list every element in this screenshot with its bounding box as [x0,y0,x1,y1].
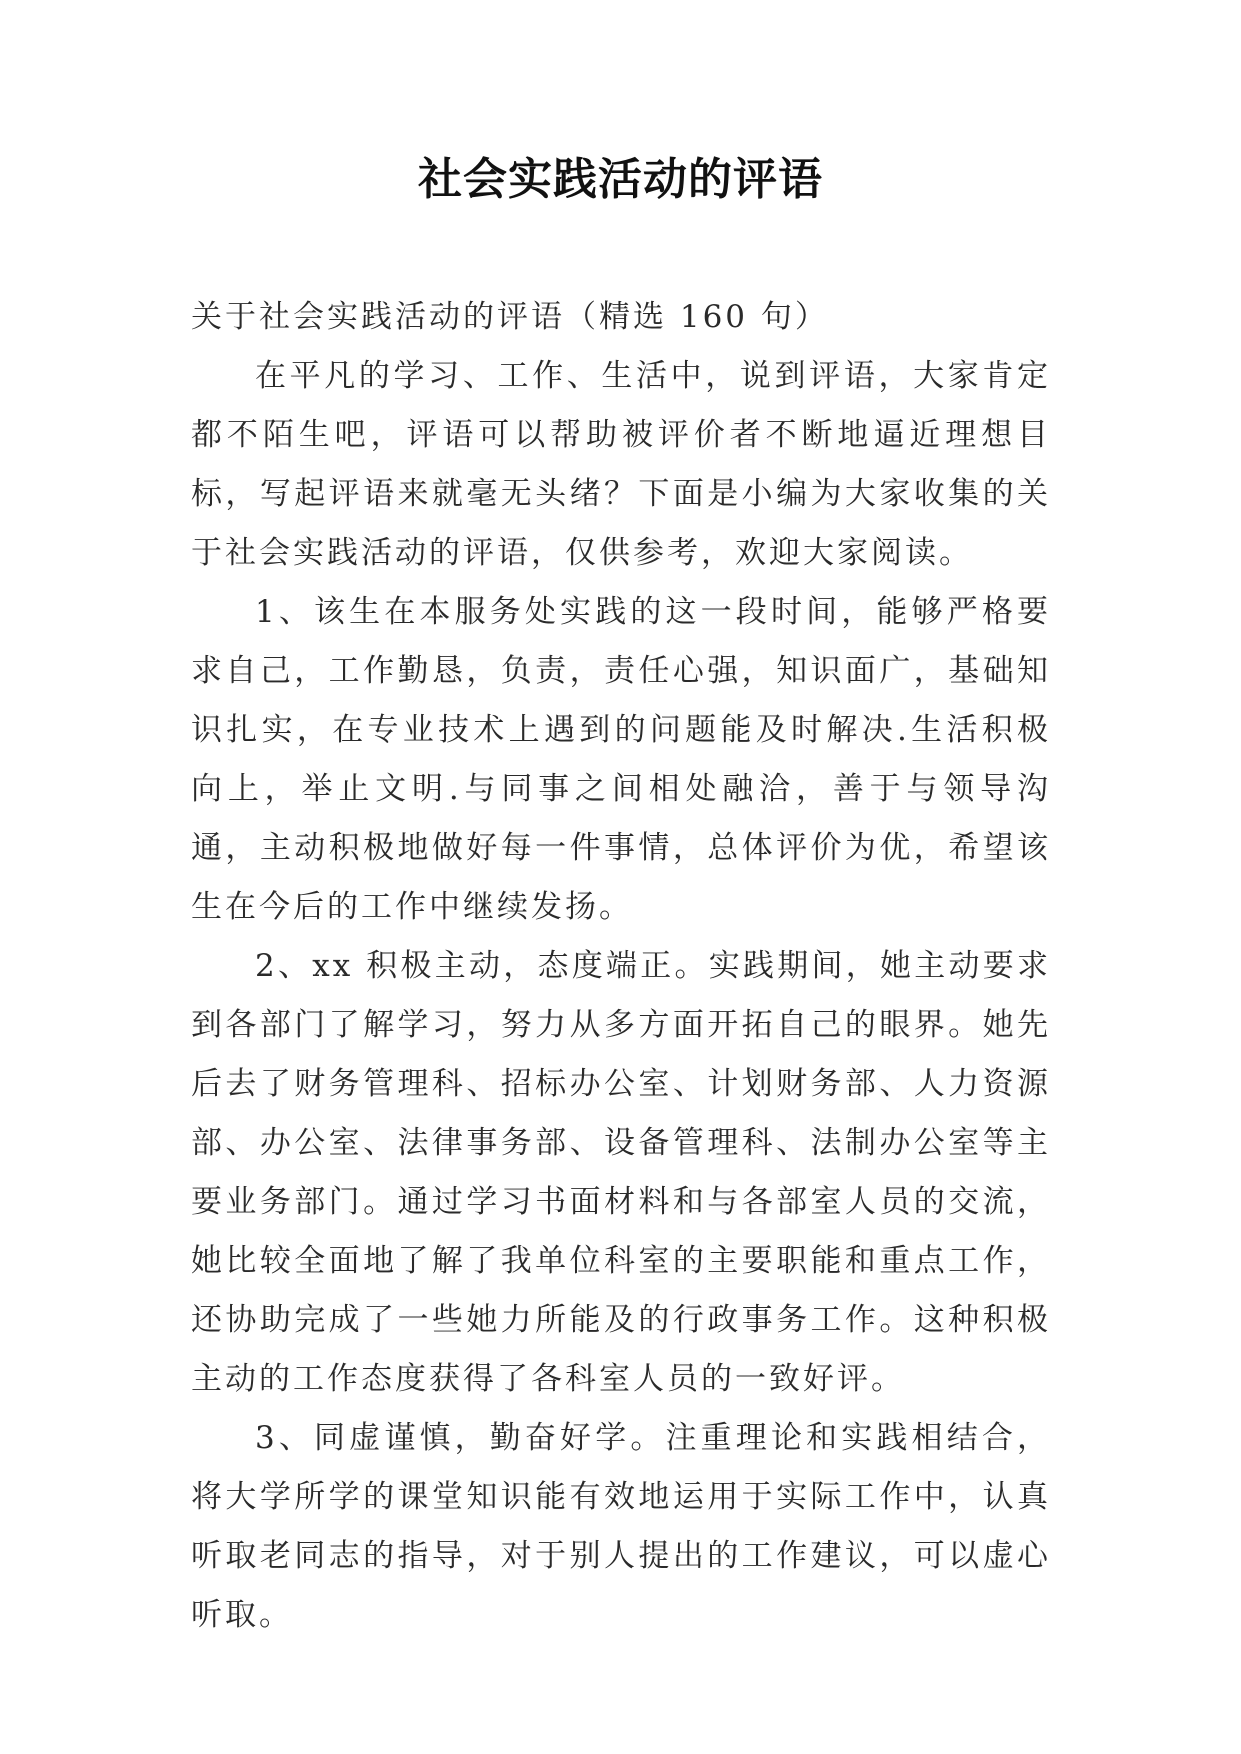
document-body [191,288,1051,1645]
paragraph-intro: 在平凡的学习、工作、生活中，说到评语，大家肯定都不陌生吧，评语可以帮助被评价者不断地逼近理想目标，写起评语来就毫无头绪？下面是小编为大家收集的关于社会实践活动的评语，仅供参考，欢迎大家阅读。 [191,358,1051,571]
paragraph-comment-2: 2、xx 积极主动，态度端正。实践期间，她主动要求到各部门了解学习，努力从多方面开拓自己的眼界。她先后去了财务管理科、招标办公室、计划财务部、人力资源部、办公室、法律事务部、设备管理科、法制办公室等主要业务部门。通过学习书面材料和与各部室人员的交流，她比较全面地了解了我单位科室的主要职能和重点工作，还协助完成了一些她力所能及的行政事务工作。这种积极主动的工作态度获得了各科室人员的一致好评。 [191,948,1051,1397]
paragraph-comment-3: 3、同虚谨慎，勤奋好学。注重理论和实践相结合，将大学所学的课堂知识能有效地运用于实际工作中，认真听取老同志的指导，对于别人提出的工作建议，可以虚心听取。 [191,1420,1051,1633]
paragraph-comment-1: 1、该生在本服务处实践的这一段时间，能够严格要求自己，工作勤恳，负责，责任心强，知识面广，基础知识扎实，在专业技术上遇到的问题能及时解决.生活积极向上，举止文明.与同事之间相处融洽，善于与领导沟通，主动积极地做好每一件事情，总体评价为优，希望该生在今后的工作中继续发扬。 [191,594,1051,925]
document-subtitle: 关于社会实践活动的评语（精选 160 句） [191,299,829,335]
document-title: 社会实践活动的评语 [418,154,823,205]
